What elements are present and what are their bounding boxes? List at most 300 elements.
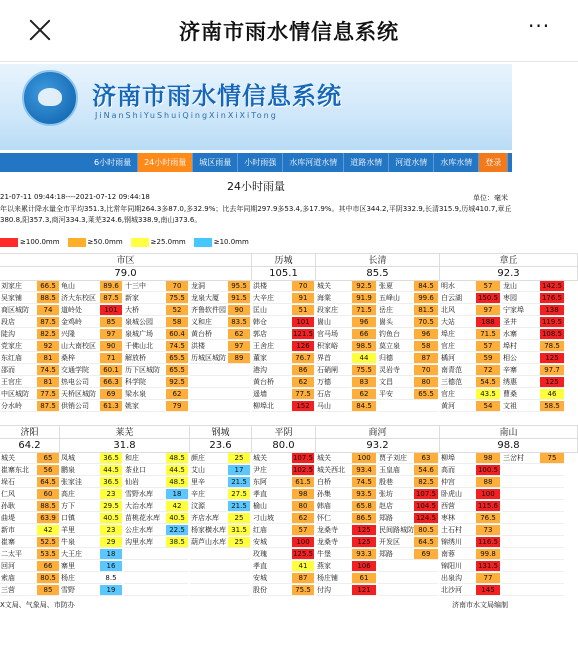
station-rainfall: 100: [292, 537, 314, 548]
station-rainfall: 65.8: [352, 501, 376, 512]
station-name: 龙桑寺: [316, 525, 352, 536]
station-rainfall: 75.5: [292, 585, 314, 596]
station-rainfall: 61.5: [292, 477, 314, 488]
station-rainfall: 70: [166, 281, 188, 292]
legend-swatch: [194, 238, 212, 247]
nav-tab-3[interactable]: 小时雨强: [238, 153, 283, 172]
table-row: [0, 317, 578, 328]
station-rainfall: [228, 401, 250, 412]
station-name: 三营: [0, 585, 37, 596]
station-name: [502, 561, 540, 572]
station-name: 郭店: [252, 329, 292, 340]
station-rainfall: 58: [414, 341, 438, 352]
station-rainfall: 84.5: [414, 281, 438, 292]
station-rainfall: 74: [37, 305, 59, 316]
station-name: 梁水泉: [124, 389, 166, 400]
station-name: 义和庄: [190, 317, 228, 328]
station-name: 二太平: [0, 549, 37, 560]
station-name: 大辛庄: [252, 293, 292, 304]
station-rainfall: [228, 365, 250, 376]
table-row: [0, 329, 578, 340]
station-name: 城关: [316, 281, 352, 292]
station-name: 遥墙: [252, 389, 292, 400]
legend-label: ≥25.0mm: [150, 238, 186, 246]
station-name: 解放桥: [124, 353, 166, 364]
station-rainfall: 121.5: [292, 330, 314, 338]
station-name: [190, 573, 228, 584]
legend-item-3: [194, 236, 249, 248]
station-rainfall: 86: [292, 365, 314, 376]
station-name: 牛泉: [60, 537, 100, 548]
station-name: 商区城防: [0, 305, 37, 316]
station-name: 龟山: [60, 281, 100, 292]
station-name: [502, 585, 540, 596]
station-rainfall: 125.5: [292, 550, 314, 558]
station-name: 和庄: [124, 453, 166, 464]
station-rainfall: 65.5: [414, 389, 438, 400]
station-name: 兴隆: [60, 329, 100, 340]
station-rainfall: 77: [476, 573, 500, 584]
station-name: 归德: [378, 353, 414, 364]
station-name: 开发区: [378, 537, 414, 548]
table-row: [0, 549, 578, 560]
station-rainfall: 42: [166, 501, 188, 512]
station-name: 红庙: [252, 525, 292, 536]
station-name: 仲宫: [440, 477, 476, 488]
station-rainfall: 60.4: [166, 329, 188, 340]
station-name: [502, 549, 540, 560]
station-name: 大治水库: [124, 501, 166, 512]
station-rainfall: 99.6: [414, 293, 438, 304]
station-rainfall: 145: [476, 585, 500, 596]
logo: [22, 70, 78, 126]
station-name: 曹桑: [502, 389, 540, 400]
station-rainfall: [414, 401, 438, 412]
station-name: [378, 573, 414, 584]
station-name: 交通学院: [60, 365, 100, 376]
station-rainfall: 54: [476, 401, 500, 412]
station-rainfall: 89: [228, 353, 250, 364]
station-rainfall: 125: [540, 353, 564, 364]
station-name: 匡山: [252, 305, 292, 316]
nav-tab-1[interactable]: 24小时雨量: [138, 153, 193, 172]
station-name: 寨里: [60, 561, 100, 572]
unit-label: 单位：毫米: [473, 194, 508, 202]
table-row: [0, 365, 578, 376]
station-rainfall: 80.5: [414, 525, 438, 536]
table-row: [0, 389, 578, 400]
table-row: [0, 501, 578, 512]
station-name: 殷巷: [378, 477, 414, 488]
station-name: 埠村: [502, 341, 540, 352]
district-name: 莱芜: [60, 425, 189, 439]
station-rainfall: 58.5: [540, 401, 564, 412]
table-row: [0, 341, 578, 352]
station-rainfall: 87.5: [37, 317, 59, 328]
station-name: 玫瑰: [252, 549, 292, 560]
station-rainfall: 126: [292, 341, 314, 352]
district-3: [252, 425, 316, 453]
nav-tab-2[interactable]: 城区雨量: [193, 153, 238, 172]
page-title: 济南市雨水情信息系统: [179, 20, 399, 44]
station-name: 龙桑寺: [316, 537, 352, 548]
station-rainfall: 65.5: [166, 353, 188, 364]
district-average: 64.2: [0, 439, 59, 453]
station-rainfall: 60: [37, 489, 59, 500]
table-row: [0, 293, 578, 304]
station-rainfall: 23: [100, 525, 122, 536]
station-name: 黄河: [440, 401, 476, 412]
more-menu-icon[interactable]: ···: [528, 14, 551, 38]
station-rainfall: 29.5: [100, 501, 122, 512]
station-name: 付沟: [316, 585, 352, 596]
table-row: [0, 489, 578, 500]
station-rainfall: 57: [292, 525, 314, 536]
station-rainfall: 69: [100, 389, 122, 400]
station-rainfall: 76.5: [476, 513, 500, 524]
station-name: 垛石: [0, 477, 37, 488]
station-rainfall: [540, 549, 564, 560]
station-name: 万德: [316, 377, 352, 388]
station-rainfall: 74.5: [352, 477, 376, 488]
station-rainfall: 53.5: [37, 549, 59, 560]
station-rainfall: 87.5: [37, 401, 59, 412]
station-name: 济大东校区: [60, 293, 100, 304]
station-rainfall: 23: [100, 489, 122, 500]
table-row: [0, 513, 578, 524]
station-rainfall: 21.5: [228, 477, 250, 488]
station-name: 榆山: [252, 501, 292, 512]
station-name: 仙岩: [124, 477, 166, 488]
station-rainfall: 100: [476, 489, 500, 500]
station-rainfall: 66: [37, 561, 59, 572]
station-rainfall: 90: [100, 341, 122, 352]
station-rainfall: 131.5: [477, 562, 499, 570]
station-name: [190, 365, 228, 376]
station-rainfall: 116.5: [477, 538, 499, 546]
station-rainfall: 88.5: [37, 293, 59, 304]
station-name: [502, 525, 540, 536]
station-name: 崮头: [378, 317, 414, 328]
station-name: [502, 489, 540, 500]
station-name: 枣园: [502, 293, 540, 304]
station-rainfall: 52.5: [37, 537, 59, 548]
station-name: 钓鱼台: [378, 329, 414, 340]
station-name: 绣惠: [502, 377, 540, 388]
banner-pinyin: JiNanShiYuShuiQingXinXiXiTong: [95, 111, 278, 120]
nav-tab-6[interactable]: 河道水情: [389, 153, 434, 172]
station-name: 城关: [0, 453, 37, 464]
station-rainfall: 91.5: [228, 293, 250, 304]
station-rainfall: 124.5: [415, 514, 437, 522]
station-name: 邵而: [0, 365, 37, 376]
station-rainfall: 91: [292, 293, 314, 304]
station-rainfall: 80: [414, 377, 438, 388]
station-name: [502, 501, 540, 512]
station-rainfall: [540, 561, 564, 572]
station-rainfall: 64.5: [414, 537, 438, 548]
station-name: 宁家埠: [502, 305, 540, 316]
station-name: 新市: [0, 525, 37, 536]
station-rainfall: 85: [37, 585, 59, 596]
station-name: 葫芦山水库: [191, 538, 226, 546]
district-average: 98.8: [440, 439, 577, 453]
station-rainfall: 52: [166, 305, 188, 316]
station-rainfall: 125: [352, 525, 376, 536]
station-name: 崔寨东北: [0, 465, 37, 476]
station-name: 五峰山: [378, 293, 414, 304]
station-rainfall: 107.5: [415, 490, 437, 498]
station-rainfall: 97.7: [540, 365, 564, 376]
report-meta: [0, 193, 512, 203]
station-name: 安城: [252, 537, 292, 548]
nav-tab-5[interactable]: 道路水情: [344, 153, 389, 172]
station-rainfall: 88.5: [37, 501, 59, 512]
station-name: 辛庄: [190, 489, 228, 500]
station-name: 尹庄: [252, 465, 292, 476]
table-row: [0, 453, 578, 464]
station-rainfall: [540, 465, 564, 476]
station-name: [378, 401, 414, 412]
station-name: 科学院: [124, 377, 166, 388]
station-name: [124, 549, 166, 560]
station-rainfall: 125: [540, 377, 564, 388]
station-name: 董家: [252, 353, 292, 364]
station-rainfall: 97: [228, 341, 250, 352]
station-rainfall: 83: [352, 377, 376, 388]
station-name: 鹏泉: [60, 465, 100, 476]
station-rainfall: 62: [228, 329, 250, 340]
station-rainfall: 57: [476, 281, 500, 292]
station-name: 党家庄: [0, 341, 37, 352]
district-average: 92.3: [440, 267, 577, 281]
station-name: 积家峪: [316, 341, 352, 352]
station-name: 张家洼: [60, 477, 100, 488]
station-rainfall: 92.5: [352, 281, 376, 292]
station-name: [190, 561, 228, 572]
station-name: [502, 465, 540, 476]
station-name: 孙耿: [0, 501, 37, 512]
station-rainfall: 18: [166, 489, 188, 500]
station-name: 大桥: [124, 305, 166, 316]
station-name: 橘河: [440, 353, 476, 364]
station-rainfall: 61.3: [100, 401, 122, 412]
nav-tab-4[interactable]: 水库河道水情: [283, 153, 344, 172]
district-3: [440, 253, 578, 281]
station-name: 高庄: [60, 489, 100, 500]
district-name: 钢城: [190, 425, 251, 439]
station-rainfall: 65.5: [166, 365, 188, 376]
station-rainfall: 25: [228, 513, 250, 524]
station-rainfall: 104.5: [415, 502, 437, 510]
station-name: [502, 573, 540, 584]
station-rainfall: 42: [37, 525, 59, 536]
station-name: [190, 401, 228, 412]
station-rainfall: 66.5: [37, 281, 59, 292]
station-name: 中区城防: [0, 389, 37, 400]
station-rainfall: 82.5: [37, 329, 59, 340]
station-name: 齐店水库: [190, 513, 228, 524]
station-rainfall: 21.5: [228, 501, 250, 512]
station-rainfall: 176.5: [541, 294, 563, 302]
station-rainfall: 82.5: [414, 477, 438, 488]
station-rainfall: 93.4: [352, 465, 376, 476]
station-rainfall: 66: [352, 329, 376, 340]
station-name: 岳庄: [378, 305, 414, 316]
district-average: 93.2: [316, 439, 439, 453]
station-name: 杨庄: [60, 573, 100, 584]
station-name: 水寨: [502, 329, 540, 340]
station-rainfall: 54.5: [476, 377, 500, 388]
station-name: [378, 585, 414, 596]
station-rainfall: 152: [292, 401, 314, 412]
station-rainfall: 62: [292, 377, 314, 388]
station-rainfall: [228, 561, 250, 572]
station-name: 茶业口: [124, 465, 166, 476]
station-rainfall: 58: [166, 317, 188, 328]
nav-tab-0[interactable]: 6小时雨量: [88, 153, 138, 172]
legend-swatch: [0, 238, 18, 247]
station-name: 郑路: [378, 513, 414, 524]
district-name: 市区: [0, 253, 251, 267]
station-rainfall: 119.5: [541, 318, 563, 326]
table-row: [0, 281, 578, 292]
nav-tab-7[interactable]: 水库水情: [434, 153, 479, 172]
station-name: 怀仁: [316, 513, 352, 524]
station-rainfall: 57: [476, 341, 500, 352]
station-rainfall: 88: [476, 477, 500, 488]
station-rainfall: 64.5: [37, 477, 59, 488]
station-name: [190, 389, 228, 400]
station-name: 雪野: [60, 585, 100, 596]
footer: [0, 600, 512, 610]
legend-swatch: [68, 238, 86, 247]
station-name: 锦阳川: [440, 561, 476, 572]
district-0: [0, 425, 60, 453]
station-name: 公庄水库: [124, 525, 166, 536]
station-name: 灵岩寺: [378, 365, 414, 376]
station-name: 龙洞: [190, 281, 228, 292]
station-rainfall: 43.5: [476, 389, 500, 400]
station-name: 港沟: [252, 365, 292, 376]
station-rainfall: 96: [352, 317, 376, 328]
station-name: 千佛山北: [124, 341, 166, 352]
station-name: [502, 477, 540, 488]
station-name: 杨庄铺: [316, 573, 352, 584]
station-name: 圣井: [502, 317, 540, 328]
district-average: 105.1: [252, 267, 315, 281]
station-rainfall: 36.5: [100, 453, 122, 464]
station-rainfall: 98.5: [352, 341, 376, 352]
station-name: 大王庄: [60, 549, 100, 560]
station-rainfall: 150.5: [477, 294, 499, 302]
station-rainfall: 71.5: [476, 329, 500, 340]
station-rainfall: 83.5: [228, 317, 250, 328]
district-average: 85.5: [316, 267, 439, 281]
station-rainfall: 16: [100, 561, 122, 572]
station-rainfall: 108.5: [541, 330, 563, 338]
station-name: 玉皇庙: [378, 465, 414, 476]
station-name: 北风: [440, 305, 476, 316]
table-row: [0, 377, 578, 388]
station-rainfall: 93.3: [352, 549, 376, 560]
station-name: 韩庙: [316, 501, 352, 512]
station-name: 姚家: [124, 401, 166, 412]
table-row: [0, 477, 578, 488]
table-row: [0, 401, 578, 412]
station-rainfall: 62: [292, 513, 314, 524]
station-name: [124, 585, 166, 596]
station-name: 郑路: [378, 549, 414, 560]
legend-swatch: [131, 238, 149, 247]
station-name: 汶源: [190, 501, 228, 512]
nav-tab-8[interactable]: 登录: [479, 153, 508, 172]
station-name: 里辛: [190, 477, 228, 488]
station-name: 出泉沟: [440, 573, 476, 584]
station-name: 民间路城防: [379, 526, 414, 534]
station-rainfall: 100.5: [477, 466, 499, 474]
station-name: 桑梓: [60, 353, 100, 364]
station-rainfall: [166, 549, 188, 560]
station-rainfall: [540, 585, 564, 596]
district-0: [0, 253, 252, 281]
station-name: 方下: [60, 501, 100, 512]
station-name: 城关: [252, 453, 292, 464]
station-name: [124, 561, 166, 572]
table-row: [0, 525, 578, 536]
station-rainfall: 25: [228, 537, 250, 548]
station-rainfall: 79: [166, 401, 188, 412]
station-rainfall: 107.5: [292, 454, 314, 462]
station-name: 大站: [440, 317, 476, 328]
station-name: 三德范: [440, 377, 476, 388]
station-rainfall: [414, 561, 438, 572]
table-row: [0, 561, 578, 572]
station-rainfall: 125: [352, 537, 376, 548]
station-rainfall: 27.5: [228, 489, 250, 500]
district-average: 31.8: [60, 439, 189, 453]
station-rainfall: 81: [37, 377, 59, 388]
station-name: 凤城: [60, 453, 100, 464]
time-range: 21-07-11 09:44:18----2021-07-12 09:44:18: [0, 193, 150, 201]
station-name: 南蓉: [440, 549, 476, 560]
station-name: 海棠: [316, 293, 352, 304]
station-rainfall: [228, 585, 250, 596]
legend: [0, 236, 249, 248]
district-average: 80.0: [252, 439, 315, 453]
station-name: 高而: [440, 465, 476, 476]
district-name: 商河: [316, 425, 439, 439]
district-name: 长清: [316, 253, 439, 267]
station-name: 刘家庄: [0, 281, 37, 292]
station-rainfall: 74.5: [166, 341, 188, 352]
district-1: [60, 425, 190, 453]
station-rainfall: 63: [414, 453, 438, 464]
station-rainfall: [228, 377, 250, 388]
table-row: [0, 585, 578, 596]
station-rainfall: 71: [100, 353, 122, 364]
station-rainfall: 44.5: [100, 465, 122, 476]
district-1: [252, 253, 316, 281]
station-name: 韩仓: [252, 317, 292, 328]
station-name: [124, 573, 166, 584]
station-rainfall: 60.1: [100, 365, 122, 376]
station-rainfall: 22.5: [166, 525, 188, 536]
station-rainfall: 40.5: [166, 513, 188, 524]
district-average: 23.6: [190, 439, 251, 453]
station-rainfall: 98: [292, 489, 314, 500]
station-name: 段家庄: [316, 305, 352, 316]
